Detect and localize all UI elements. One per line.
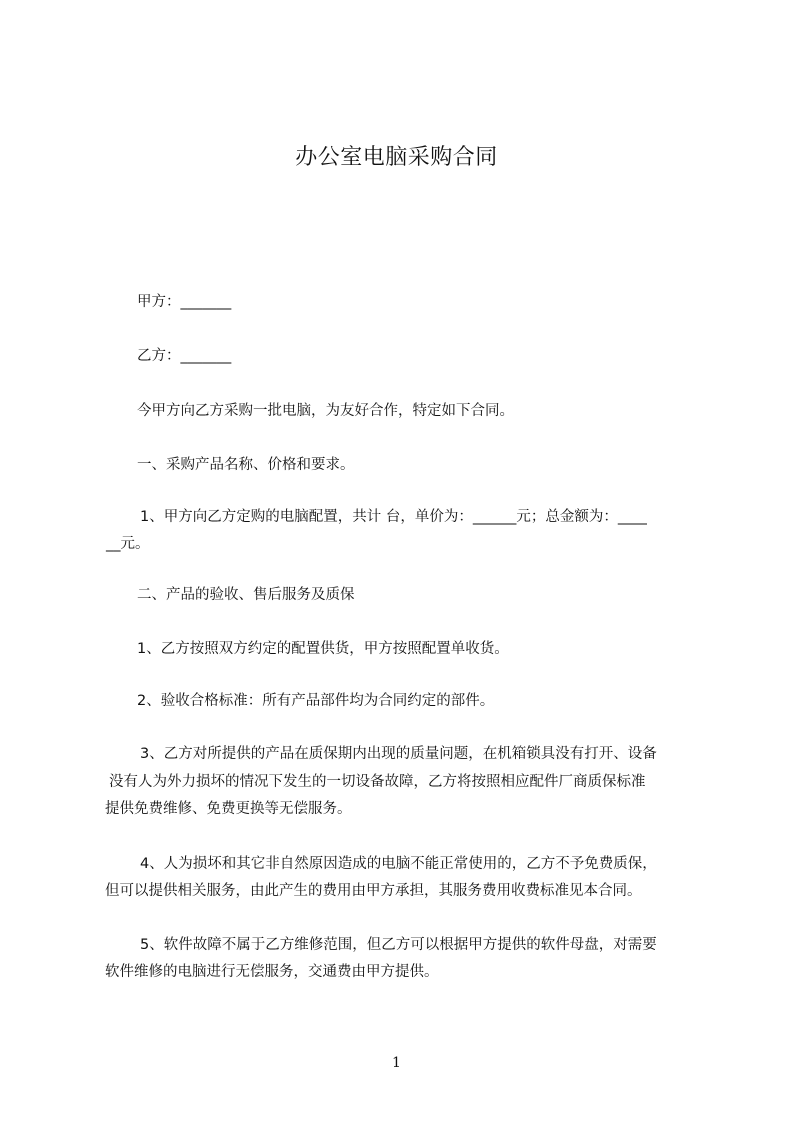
party-a-line: 甲方：_______ [137,294,232,310]
clause-1-1-line-1: 1、甲方向乙方定购的电脑配置，共计 台，单价为：______元；总金额为：____ [140,509,647,525]
clause-2-5-line-2: 软件维修的电脑进行无偿服务，交通费由甲方提供。 [105,964,439,980]
clause-2-5-line-1: 5、软件故障不属于乙方维修范围，但乙方可以根据甲方提供的软件母盘，对需要 [140,937,657,953]
page-number: 1 [392,1055,401,1071]
section-2-heading: 二、产品的验收、售后服务及质保 [137,587,355,603]
clause-2-3-line-2: 没有人为外力损坏的情况下发生的一切设备故障，乙方将按照相应配件厂商质保标准 [109,774,646,790]
clause-2-3-line-1: 3、乙方对所提供的产品在质保期内出现的质量问题，在机箱锁具没有打开、设备 [140,746,657,762]
clause-1-1-line-2: __元。 [106,536,150,552]
intro-paragraph: 今甲方向乙方采购一批电脑，为友好合作，特定如下合同。 [137,403,514,419]
clause-2-3-line-3: 提供免费维修、免费更换等无偿服务。 [105,801,352,817]
section-1-heading: 一、采购产品名称、价格和要求。 [137,457,355,473]
clause-2-4-line-2: 但可以提供相关服务，由此产生的费用由甲方承担，其服务费用收费标准见本合同。 [105,883,642,899]
clause-2-2: 2、验收合格标准：所有产品部件均为合同约定的部件。 [137,693,495,709]
party-b-line: 乙方：_______ [137,348,232,364]
document-title: 办公室电脑采购合同 [295,145,498,170]
clause-2-1: 1、乙方按照双方约定的配置供货，甲方按照配置单收货。 [137,641,509,657]
clause-2-4-line-1: 4、人为损坏和其它非自然原因造成的电脑不能正常使用的，乙方不予免费质保， [140,856,657,872]
